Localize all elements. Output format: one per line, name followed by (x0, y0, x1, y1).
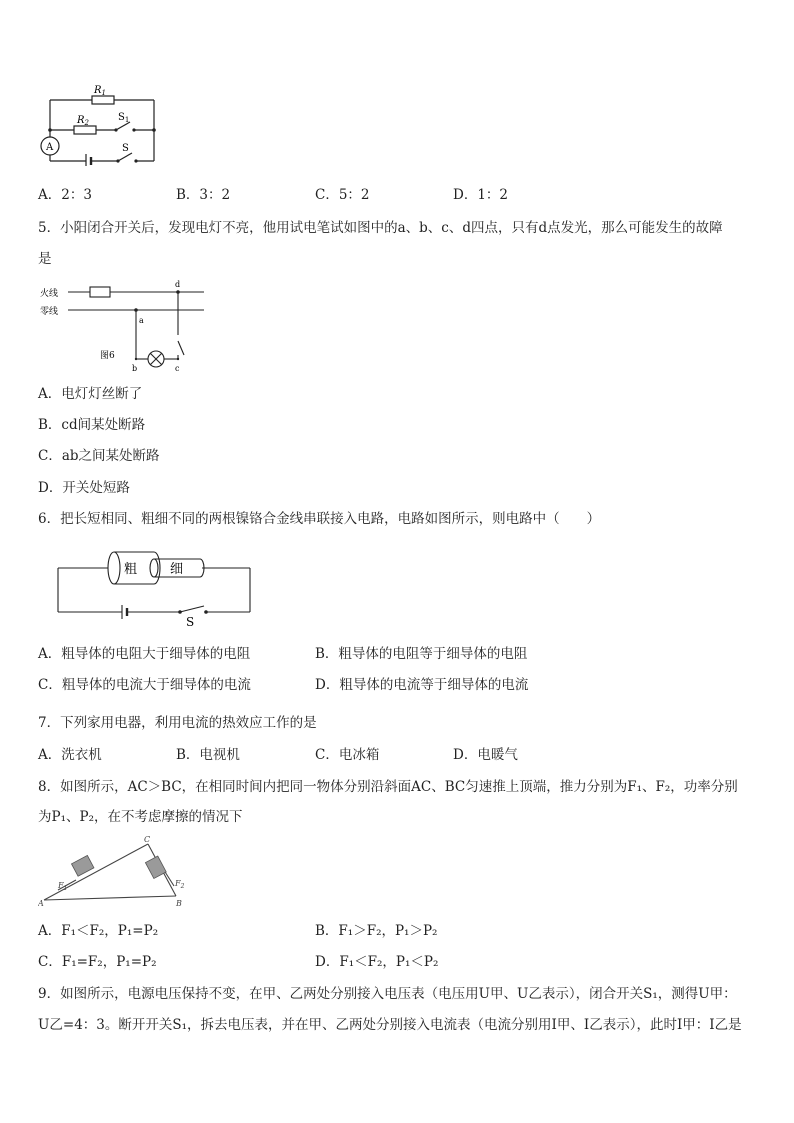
point-d-label: d (175, 280, 181, 289)
q6-option-a: A．粗导体的电阻大于细导体的电阻 (38, 646, 251, 662)
q4-option-c: C．5：2 (315, 187, 370, 203)
q4-option-b: B．3：2 (176, 187, 231, 203)
q4-circuit-diagram (38, 84, 160, 166)
r2-label: $R_2$ (77, 115, 89, 127)
q5-stem-line1: 5．小阳闭合开关后，发现电灯不亮，他用试电笔试如图中的a、b、c、d四点，只有d点发光，那么可能发生的故障 (38, 220, 723, 236)
q6-option-d: D．粗导体的电流等于细导体的电流 (315, 677, 529, 693)
q4-option-d: D．1：2 (453, 187, 509, 203)
q5-option-c: C．ab之间某处断路 (38, 448, 160, 464)
q5-house-wiring-diagram (38, 279, 208, 375)
q7-stem: 7．下列家用电器，利用电流的热效应工作的是 (38, 715, 317, 731)
q8-option-d: D．F₁＜F₂，P₁＜P₂ (315, 954, 439, 970)
q7-option-c: C．电冰箱 (315, 747, 380, 763)
vertex-b-label: B (176, 899, 182, 908)
point-a-label: a (139, 316, 144, 325)
q7-option-b: B．电视机 (176, 747, 240, 763)
q6-conductor-circuit-diagram (52, 548, 258, 630)
q9-line2: U乙=4：3。断开开关S₁，拆去电压表，并在甲、乙两处分别接入电流表（电流分别用I甲、I乙表示），此时I甲：I乙是 (38, 1017, 742, 1033)
ammeter-label: A (46, 142, 54, 153)
q8-stem-line2: 为P₁、P₂，在不考虑摩擦的情况下 (38, 809, 243, 825)
vertex-a-label: A (38, 899, 44, 908)
f1-label: $F_1$ (58, 881, 68, 892)
q7-option-d: D．电暖气 (453, 747, 518, 763)
s-label: S (122, 143, 129, 154)
q6-option-c: C．粗导体的电流大于细导体的电流 (38, 677, 251, 693)
q6-option-b: B．粗导体的电阻等于细导体的电阻 (315, 646, 528, 662)
point-b-label: b (132, 364, 138, 373)
q8-option-c: C．F₁=F₂，P₁=P₂ (38, 954, 157, 970)
thick-conductor-label: 粗 (124, 562, 138, 577)
q8-option-a: A．F₁＜F₂，P₁=P₂ (38, 923, 159, 939)
neutral-wire-label: 零线 (40, 307, 59, 317)
f2-label: $F_2$ (175, 879, 185, 890)
figure-6-label: 图6 (100, 351, 115, 361)
switch-s-label: S (186, 615, 195, 629)
q9-line1: 9．如图所示，电源电压保持不变，在甲、乙两处分别接入电压表（电压用U甲、U乙表示），闭合开关S₁，测得U甲： (38, 986, 737, 1002)
q8-stem-line1: 8．如图所示，AC＞BC，在相同时间内把同一物体分别沿斜面AC、BC匀速推上顶端，推力分别为F₁、F₂，功率分别 (38, 779, 738, 795)
q5-option-a: A．电灯灯丝断了 (38, 386, 143, 402)
q7-option-a: A．洗衣机 (38, 747, 102, 763)
q8-option-b: B．F₁＞F₂，P₁＞P₂ (315, 923, 438, 939)
q5-stem-line2: 是 (38, 251, 52, 267)
point-c-label: c (175, 364, 180, 373)
vertex-c-label: C (144, 835, 151, 844)
q8-incline-diagram (38, 834, 188, 910)
q6-stem: 6．把长短相同、粗细不同的两根镍铬合金线串联接入电路，电路如图所示，则电路中（ ） (38, 511, 601, 527)
q4-option-a: A．2：3 (38, 187, 92, 203)
r1-label: $R_1$ (94, 85, 106, 97)
q5-option-d: D．开关处短路 (38, 480, 130, 496)
q5-option-b: B．cd间某处断路 (38, 417, 146, 433)
live-wire-label: 火线 (40, 289, 59, 299)
s1-label: $S_1$ (118, 112, 130, 124)
thin-conductor-label: 细 (170, 562, 184, 577)
